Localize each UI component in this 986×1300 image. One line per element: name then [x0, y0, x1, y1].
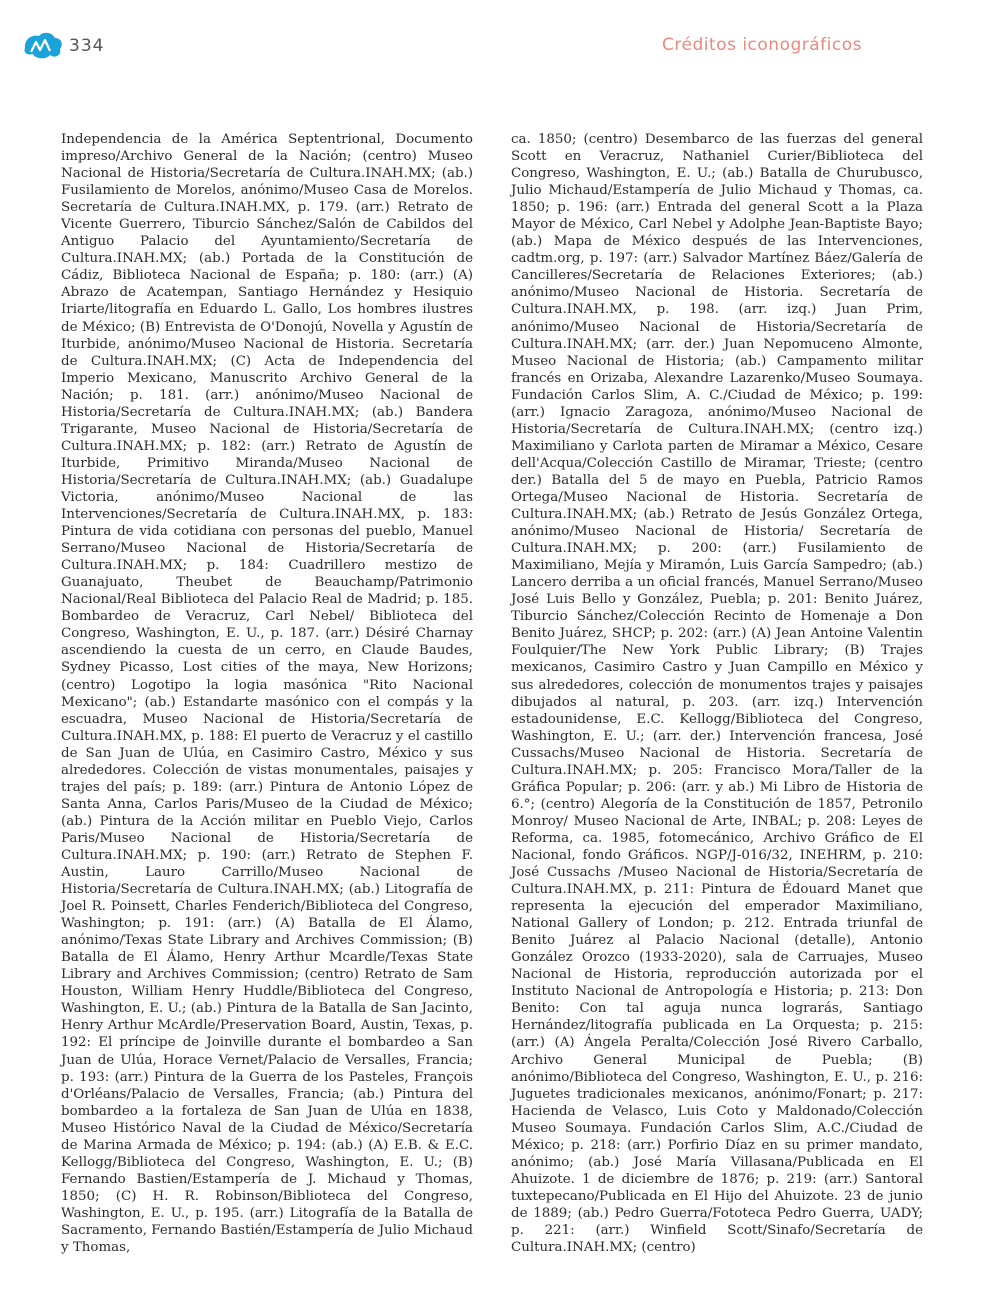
credits-paragraph-left: Independencia de la América Septentrional, Documento impreso/Archivo General de la Nación; (centro) Museo Nacional de Historia/Secretaría de Cultura.INAH.MX; (ab.) Fusilamiento de Morelos, anónimo/Museo Casa de Morelos. Secretaría de Cultura.INAH.MX, p. 179. (arr.) Retrato de Vicente Guerrero, Tiburcio Sánchez/Salón de Cabildos del Antiguo Palacio del Ayuntamiento/Secretaría de Cultura.INAH.MX; (ab.) Portada de la Constitución de Cádiz, Biblioteca Nacional de España; p. 180: (arr.) (A) Abrazo de Acatempan, Santiago Hernández y Hesiquio Iriarte/litografía en Eduardo L. Gallo, Los hombres ilustres de México; (B) Entrevista de O'Donojú, Novella y Agustín de Iturbide, anónimo/Museo Nacional de Historia. Secretaría de Cultura.INAH.MX; (C) Acta de Independencia del Imperio Mexicano, Manuscrito Archivo General de la Nación; p. 181. (arr.) anónimo/Museo Nacional de Historia/Secretaría de Cultura.INAH.MX; (ab.) Bandera Trigarante, Museo Nacional de Historia/Secretaría de Cultura.INAH.MX; p. 182: (arr.) Retrato de Agustín de Iturbide, Primitivo Miranda/Museo Nacional de Historia/Secretaría de Cultura.INAH.MX; (ab.) Guadalupe Victoria, anónimo/Museo Nacional de las Intervenciones/Secretaría de Cultura.INAH.MX, p. 183: Pintura de vida cotidiana con personas del pueblo, Manuel Serrano/Museo Nacional de Historia/Secretaría de Cultura.INAH.MX; p. 184: Cuadrillero mestizo de Guanajuato, Theubet de Beauchamp/Patrimonio Nacional/Real Biblioteca del Palacio Real de Madrid; p. 185. Bombardeo de Veracruz, Carl Nebel/ Biblioteca del Congreso, Washington, E. U., p. 187. (arr.) Désiré Charnay ascendiendo la cuesta de un cerro, en Claude Baudes, Sydney Picasso, Lost cities of the maya, New Horizons; (centro) Logotipo la logia masónica "Rito Nacional Mexicano"; (ab.) Estandarte masónico con el compás y la escuadra, Museo Nacional de Historia/Secretaría de Cultura.INAH.MX, p. 188: El puerto de Veracruz y el castillo de San Juan de Ulúa, en Casimiro Castro, México y sus alrededores. Colección de vistas monumentales, paisajes y trajes del país; p. 189: (arr.) Pintura de Antonio López de Santa Anna, Carlos Paris/Museo de la Ciudad de México; (ab.) Pintura de la Acción militar en Pueblo Viejo, Carlos Paris/Museo Nacional de Historia/Secretaría de Cultura.INAH.MX; p. 190: (arr.) Retrato de Stephen F. Austin, Lauro Carrillo/Museo Nacional de Historia/Secretaría de Cultura.INAH.MX; (ab.) Litografía de Joel R. Poinsett, Charles Fenderich/Biblioteca del Congreso, Washington; p. 191: (arr.) (A) Batalla de El Álamo, anónimo/Texas State Library and Archives Commission; (B) Batalla de El Álamo, Henry Arthur Mcardle/Texas State Library and Archives Commission; (centro) Retrato de Sam Houston, William Henry Huddle/Biblioteca del Congreso, Washington, E. U.; (ab.) Pintura de la Batalla de San Jacinto, Henry Arthur McArdle/Preservation Board, Austin, Texas, p. 192: El príncipe de Joinville durante el bombardeo a San Juan de Ulúa, Horace Vernet/Palacio de Versalles, Francia; p. 193: (arr.) Pintura de la Guerra de los Pasteles, François d'Orléans/Palacio de Versalles, Francia; (ab.) Pintura del bombardeo a la fortaleza de San Juan de Ulúa en 1838, Museo Histórico Naval de la Ciudad de México/Secretaría de Marina Armada de México; p. 194: (ab.) (A) E.B. & E.C. Kellogg/Biblioteca del Congreso, Washington, E. U.; (B) Fernando Bastien/Estampería de J. Michaud y Thomas, 1850; (C) H. R. Robinson/Biblioteca del Congreso, Washington, E. U., p. 195. (arr.) Litografía de la Batalla de Sacramento, Fernando Bastién/Estampería de Julio Michaud y Thomas,: [61, 132, 473, 1256]
publisher-logo-icon: [22, 30, 64, 60]
page-number: 334: [69, 36, 105, 56]
right-text-column: [511, 131, 923, 1256]
section-title: Créditos iconográficos: [662, 35, 862, 55]
credits-paragraph-right: ca. 1850; (centro) Desembarco de las fuerzas del general Scott en Veracruz, Nathaniel Curier/Biblioteca del Congreso, Washington, E. U.; (ab.) Batalla de Churubusco, Julio Michaud/Estampería de Julio Michaud y Thomas, ca. 1850; p. 196: (arr.) Entrada del general Scott a la Plaza Mayor de México, Carl Nebel y Adolphe Jean-Baptiste Bayo; (ab.) Mapa de México después de las Intervenciones, cadtm.org, p. 197: (arr.) Salvador Martínez Báez/Galería de Cancilleres/Secretaría de Relaciones Exteriores; (ab.) anónimo/Museo Nacional de Historia. Secretaría de Cultura.INAH.MX, p. 198. (arr. izq.) Juan Prim, anónimo/Museo Nacional de Historia/Secretaría de Cultura.INAH.MX; (arr. der.) Juan Nepomuceno Almonte, Museo Nacional de Historia; (ab.) Campamento militar francés en Orizaba, Alexandre Lazarenko/Museo Soumaya. Fundación Carlos Slim, A. C./Ciudad de México; p. 199: (arr.) Ignacio Zaragoza, anónimo/Museo Nacional de Historia/Secretaría de Cultura.INAH.MX; (centro izq.) Maximiliano y Carlota parten de Miramar a México, Cesare dell'Acqua/Colección Castillo de Miramar, Trieste; (centro der.) Batalla del 5 de mayo en Puebla, Patricio Ramos Ortega/Museo Nacional de Historia. Secretaría de Cultura.INAH.MX; (ab.) Retrato de Jesús González Ortega, anónimo/Museo Nacional de Historia/ Secretaría de Cultura.INAH.MX; p. 200: (arr.) Fusilamiento de Maximiliano, Mejía y Miramón, Luis García Sampedro; (ab.) Lancero derriba a un oficial francés, Manuel Serrano/Museo José Luis Bello y González, Puebla; p. 201: Benito Juárez, Tiburcio Sánchez/Colección Recinto de Homenaje a Don Benito Juárez, SHCP; p. 202: (arr.) (A) Jean Antoine Valentin Foulquier/The New York Public Library; (B) Trajes mexicanos, Casimiro Castro y Juan Campillo en México y sus alrededores, colección de monumentos trajes y paisajes dibujados al natural, p. 203. (arr. izq.) Intervención estadounidense, E.C. Kellogg/Biblioteca del Congreso, Washington, E. U.; (arr. der.) Intervención francesa, José Cussachs/Museo Nacional de Historia. Secretaría de Cultura.INAH.MX; p. 205: Francisco Mora/Taller de la Gráfica Popular; p. 206: (arr. y ab.) Mi Libro de Historia de 6.°; (centro) Alegoría de la Constitución de 1857, Petronilo Monroy/ Museo Nacional de Arte, INBAL; p. 208: Leyes de Reforma, ca. 1985, fotomecánico, Archivo Gráfico de El Nacional, fondo Gráficos. NGP/J-016/32, INEHRM, p. 210: José Cussachs /Museo Nacional de Historia/Secretaría de Cultura.INAH.MX, p. 211: Pintura de Édouard Manet que representa la ejecución del emperador Maximiliano, National Gallery of London; p. 212. Entrada triunfal de Benito Juárez al Palacio Nacional (detalle), Antonio González Orozco (1933-2020), sala de Carruajes, Museo Nacional de Historia, reproducción autorizada por el Instituto Nacional de Antropología e Historia; p. 213: Don Benito: Con tal aguja nunca lograrás, Santiago Hernández/litografía publicada en La Orquesta; p. 215: (arr.) (A) Ángela Peralta/Colección José Rivero Carballo, Archivo General Municipal de Puebla; (B) anónimo/Biblioteca del Congreso, Washington, E. U., p. 216: Juguetes tradicionales mexicanos, anónimo/Fonart; p. 217: Hacienda de Velasco, Luis Coto y Maldonado/Colección Museo Soumaya. Fundación Carlos Slim, A.C./Ciudad de México; p. 218: (arr.) Porfirio Díaz en su primer mandato, anónimo; (ab.) José María Villasana/Publicada en El Ahuizote. 1 de diciembre de 1876; p. 219: (arr.) Santoral tuxtepecano/Publicada en El Hijo del Ahuizote. 23 de junio de 1889; (ab.) Pedro Guerra/Fototeca Pedro Guerra, UADY; p. 221: (arr.) Winfield Scott/Sinafo/Secretaría de Cultura.INAH.MX; (centro): [511, 132, 923, 1256]
left-text-column: [61, 131, 473, 1256]
page-header: [0, 0, 986, 100]
